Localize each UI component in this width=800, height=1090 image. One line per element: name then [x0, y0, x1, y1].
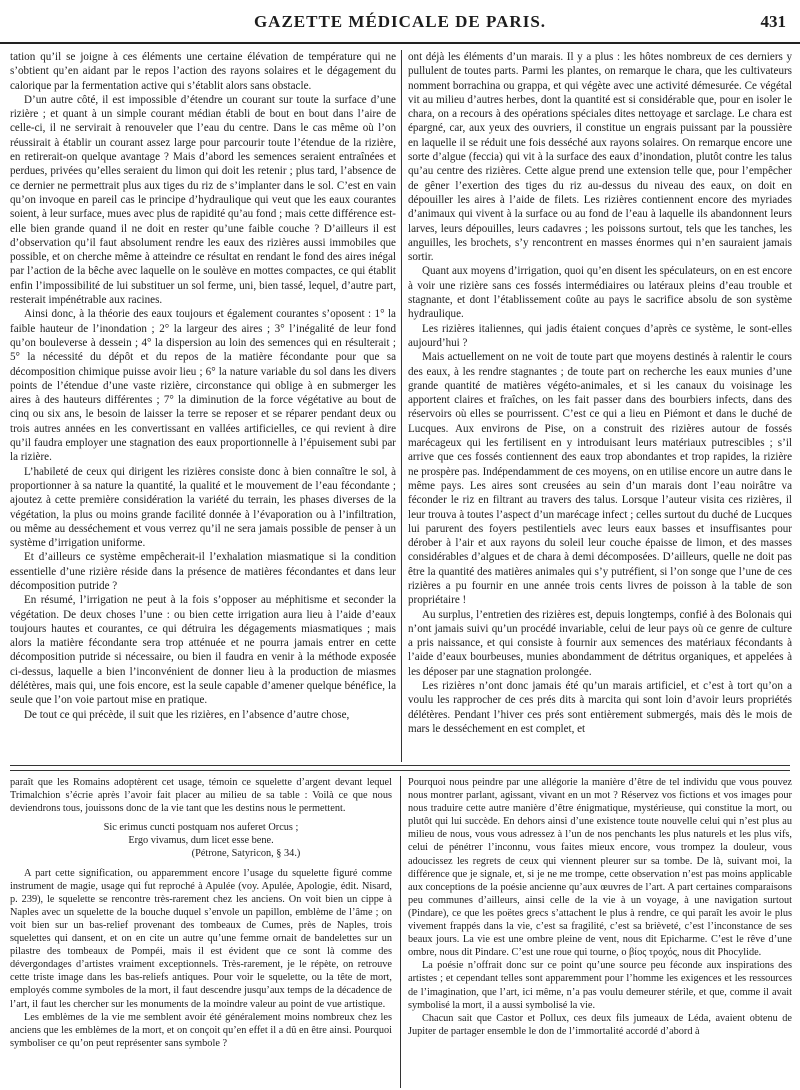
paragraph: paraît que les Romains adoptèrent cet usage, témoin ce squelette d’argent devant lequel Trimalchion s’écrie après l’avoir fait placer au milieu de sa table : Voilà ce que nous deviendrons tous, jouissons donc de la vie tant que les destins nous le permettent. — [10, 777, 392, 815]
page-number: 431 — [760, 12, 786, 31]
paragraph: L’habileté de ceux qui dirigent les rizières consiste donc à bien connaître le sol, à proportionner à sa nature la quantité, la qualité et le mouvement de l’eau fécondante ; ajoutez à cette première considération la variété du terrain, les phases diverses de la végétation, la plus ou moins grande facilité donnée à l’évaporation ou à l’infiltration, ou même au desséchement et vous verrez qu’il ne sera jamais possible de penser à un système d’irrigation uniforme. — [10, 465, 396, 550]
paragraph: Les rizières n’ont donc jamais été qu’un marais artificiel, et c’est à tort qu’on a voulu les rapprocher de ces prés dits à marcita qui sont loin d’avoir leurs propriétés délétères. Pendant l’hiver ces prés sont entièrement submergés, mais dès le mois de mars le desséchement en est complet, et — [408, 680, 792, 735]
quote-citation: (Pétrone, Satyricon, § 34.) — [191, 848, 301, 860]
quote-line: Ergo vivamus, dum licet esse bene. — [128, 835, 274, 847]
paragraph: Pourquoi nous peindre par une allégorie la manière d’être de tel individu que vous pouvez nous montrer parlant, agissant, vivant en un mot ? Réservez vos fictions et vos images pour nous traduire cette autre manière d’être énigmatique, mystérieuse, qui constitue la mort, ou plutôt qui lui succède. En dehors ainsi d’une existence toute nouvelle celui qui n’est plus au milieu de nous, vous vous adressez à l’un de nos penchants les plus naturels et les plus vifs, celui de pénétrer l’inconnu, vous faites mieux encore, vous trompez la douleur, vous adoucissez les regrets de ceux qui viennent pleurer sur sa tombe. De là, suivant moi, la différence que je signale, et, si je ne me trompe, cette observation n’est pas moins applicable aux conceptions de la poésie ancienne qu’aux œuvres de l’art. A part certaines comparaisons peu communes d’ailleurs, ainsi celle de la vie à un voyage, à une navigation surtout (Pindare), ce que les poëtes grecs s’attachent le plus à rendre, ce qui paraît les avoir le plus vivement frappés dans la vie, c’est sa fragilité, c’est sa brièveté, c’est l’inconstance de ses beaux jours. La vie est une ombre pleine de vent, nous dit Epicharme. C’est le rêve d’une ombre, nous dit Pindare. C’est une roue qui tourne, ο βίος τροχός, nous dit Phocylide. — [408, 777, 792, 959]
paragraph: En résumé, l’irrigation ne peut à la fois s’opposer au méphitisme et seconder la végétation. De deux choses l’une : ou bien cette irrigation aura lieu à l’aide d’eaux toujours hautes et courantes, ce qui détruira les dégagements miasmatiques ; mais alors la matière fécondante sera trop atténuée et ne pourra jamais entrer en cette décomposition putride si nécessaire, ou bien il faudra en venir à la méthode exposée ci-dessus, laquelle a bien l’inconvénient de donner lieu à la production de miasmes délétères, mais qui, une fois encore, est la seule capable d’amener quelque bénéfice, la seule que l’on voie partout mise en pratique. — [10, 594, 396, 707]
feuilleton-column-left — [10, 776, 392, 1086]
paragraph: Les rizières italiennes, qui jadis étaient conçues d’après ce système, le sont-elles aujourd’hui ? — [408, 322, 792, 349]
paragraph: La poésie n’offrait donc sur ce point qu’une source peu féconde aux inspirations des artistes ; et cependant telles sont apparemment pour l’homme les exigences et les ressources de l’imagination, que l’art, ici même, n’a pas voulu demeurer stérile, et que, comme il avait symbolisé la mort, il a aussi symbolisé la vie. — [408, 960, 792, 1011]
article-column-right — [408, 50, 792, 755]
paragraph: tation qu’il se joigne à ces éléments une certaine élévation de température qui ne s’obtient qu’en aidant par le repos l’action des rayons solaires et le dégagement du calorique par la fermentation active qui s’établit alors sans obstacle. — [10, 51, 396, 92]
column-divider — [400, 776, 402, 1088]
feuilleton-column-right — [408, 776, 792, 1086]
paragraph: Ainsi donc, à la théorie des eaux toujours et également courantes s’oposent : 1° la faible hauteur de l’inondation ; 2° la largeur des aires ; 3° l’inégalité de leur fond qu’on bouleverse à dessein ; 4° la dispersion au loin des semences qui en résulterait ; 5° la nécessité du dépôt et du repos de la matière fécondante pour que sa décomposition chimique puisse avoir lieu ; 6° la nature variable du sol dans les divers points de l’étendue d’une vaste rizière, circonstance qui oblige à en submerger les aires à des hauteurs différentes ; 7° la diminution de la force végétative au bout de cinq ou six ans, le besoin de laisser la terre se reposer et se réparer pendant deux ou trois autres années en les convertissant en vallées artificielles, ce qui revient à dire qu’il faudra employer une stagnation des eaux proportionnelle à l’épuisement subi par la rizière. — [10, 308, 396, 464]
paragraph: Les emblèmes de la vie me semblent avoir été généralement moins nombreux chez les anciens que les emblèmes de la mort, et on conçoit qu’en effet il a dû en être ainsi. Pourquoi symboliser ce qu’on peut représenter sans symbole ? — [10, 1011, 392, 1049]
page-header — [0, 0, 800, 44]
paragraph: ont déjà les éléments d’un marais. Il y a plus : les hôtes nombreux de ces derniers y pullulent de toutes parts. Parmi les plantes, on remarque le chara, que les cultivateurs nomment borrachina ou grappa, et qui végète avec une activité démesurée. Ce végétal vit au milieu d’autres herbes, dont la quantité est si considérable que, pour en isoler le chara, on a recours à des opérations spéciales dites nettoyage et sarclage. Le chara est épargné, car, aux yeux des ouvriers, il constitue un engrais puissant par la poussière en laquelle il se réduit une fois desséché aux rayons solaires. On remarque encore une sorte d’algue (feccia) qui vit à la surface des eaux d’inondation, plutôt contre les talus qu’au centre des rizières. Cette algue prend une extension telle que, pour l’empêcher de gêner l’exertion des tiges du riz au-dessus du niveau des eaux, on doit en dépouiller les aires à l’aide de filets. Les rizières contiennent encore des myriades d’animaux qui vivent à la surface ou au fond de l’eau à laquelle ils abandonnent leurs larves, leurs dépouilles, leurs cadavres ; les poissons surtout, tels que les tanches, les anguilles, les brochets, s’y rencontrent en masses énormes qui n’en sauraient jamais sortir. — [408, 51, 792, 264]
paragraph: De tout ce qui précède, il suit que les rizières, en l’absence d’autre chose, — [24, 708, 350, 721]
journal-title: GAZETTE MÉDICALE DE PARIS. — [253, 12, 547, 31]
paragraph: A part cette signification, ou apparemment encore l’usage du squelette figuré comme instrument de magie, usage qui fut reproché à Apulée (voy. Apulée, Apologie, édit. Nisard, p. 239), le squelette se rencontre très-rarement chez les anciens. On voit bien un cippe à Naples avec un squelette de la bouche duquel s’envole un papillon, emblème de l’âme ; on voit bien sur un bas-relief provenant des tombeaux de Cumes, près de Naples, trois squelettes qui dansent, et on en cite un autre qu’une femme ornait de bandelettes sur un pilastre des tombeaux de Pompéi, mais il est évident que ce sont là comme des dévergondages d’artistes vraiment exceptionnels. Très-rarement, je le répète, on retrouve cette triste image dans les bas-reliefs antiques. Pour voir le squelette, ou la tête de mort, employés comme symboles de la mort, il faut descendre jusqu’aux temps de la décadence de l’art, il faut les chercher sur les monuments de la moindre valeur au point de vue artistique. — [10, 867, 392, 1010]
quote-line: Sic erimus cuncti postquam nos auferet Orcus ; — [103, 822, 299, 834]
paragraph: Au surplus, l’entretien des rizières est, depuis longtemps, confié à des Bolonais qui n’ont jamais suivi qu’un procédé invariable, celui de leur pays où ce genre de culture a pris naissance, et qui consiste à fournir aux semences des matériaux fécondants à l’aide d’eaux bourbeuses, munies abondamment de détritus organiques, et appelées à les déposer par une stagnation prolongée. — [408, 608, 792, 678]
article-column-left — [10, 50, 396, 755]
paragraph: Quant aux moyens d’irrigation, quoi qu’en disent les spéculateurs, on en est encore à voir une rizière sans ces fossés intermédiaires ou latéraux pleins d’eau trouble et stagnante, et dont l’établissement coûte au pays le sacrifice absolu de son système hydraulique. — [408, 265, 792, 321]
column-divider — [401, 50, 403, 762]
paragraph: Mais actuellement on ne voit de toute part que moyens destinés à ralentir le cours des eaux, à les rendre stagnantes ; de toute part on recherche les eaux munies d’une grande quantité de matières végéto-animales, et si les canaux du voisinage les apportent claires et fraîches, on les fait passer dans des bourbiers infects, dans des réservoirs où elles se pourrissent. C’est ce qui a lieu en Piémont et dans le duché de Lucques. Aux environs de Pise, on a construit des rizières autour de fossés marécageux qui les fertilisent en y introduisant leurs matériaux putrescibles ; s’il arrive que ces fossés contiennent des eaux trop abondantes et trop rapides, la rizière ne prospère pas. Indépendamment de ces moyens, on en utilise encore un autre dans le même pays. Les aires sont creusées au sein d’un marais dont l’eau noirâtre va féconder le riz en filtrant au travers des talus. Lorsque l’auteur visita ces rizières, il leur trouva à toutes l’aspect d’un marécage infect ; celles surtout du duché de Lucques lui parurent des foyers pestilentiels avec leurs eaux basses et insuffisantes pour dérober à l’air et aux rayons du soleil leur couche épaisse de limon, et des masses considérables d’algues et de chara à demi décomposées. D’ailleurs, quelle ne doit pas être la quantité des matières animales qui s’y putréfient, si l’on songe que l’une de ces rizières a pu fournir en une année trois cents livres de poisson à la table de son propriétaire ! — [408, 351, 792, 607]
paragraph: D’un autre côté, il est impossible d’étendre un courant sur toute la surface d’une rizière ; et quant à un simple courant médian établi de bout en bout dans l’aire de celle-ci, il ne servirait à renouveler que l’eau du centre. Dans le cas même où l’on réussirait à établir un courant assez large pour parcourir toute l’étendue de la rizière, en retirerait-on quelque avantage ? Mais d’abord les semences seraient entraînées et perdues, privées qu’elles seraient du limon qui doit les retenir ; plus tard, l’absence de ce dernier ne permettrait plus aux tiges du riz de s’implanter dans le sol. C’est en vain qu’on invoque en pareil cas le principe d’hydraulique qui veut que les eaux courantes soient, à leur surface, mues avec plus de rapidité qu’au fond ; mais cette différence est-elle bien grande quand il ne doit en rester qu’une faible couche ? D’ailleurs il est d’observation qu’il faut absolument rendre les eaux des rizières aussi immobiles que possible, et on cherche même à atteindre ce résultat en rendant le fond des aires inégal par l’action de la bêche avec laquelle on le soulève en mottes compactes, ce qui établit enfin l’impossibilité de lui substituer un sol ferme, uni, bien tassé, lequel, d’autre part, resterait impénétrable aux racines. — [10, 93, 396, 307]
section-divider — [10, 765, 790, 771]
paragraph: Chacun sait que Castor et Pollux, ces deux fils jumeaux de Léda, avaient obtenu de Jupiter de partager ensemble le don de l’immortalité accordé d’abord à — [408, 1012, 792, 1037]
paragraph: Et d’ailleurs ce système empêcherait-il l’exhalation miasmatique si la condition essentielle d’une rizière réside dans la présence de matières fécondantes et dans leur décomposition putride ? — [10, 551, 396, 592]
latin-quote — [10, 821, 392, 860]
